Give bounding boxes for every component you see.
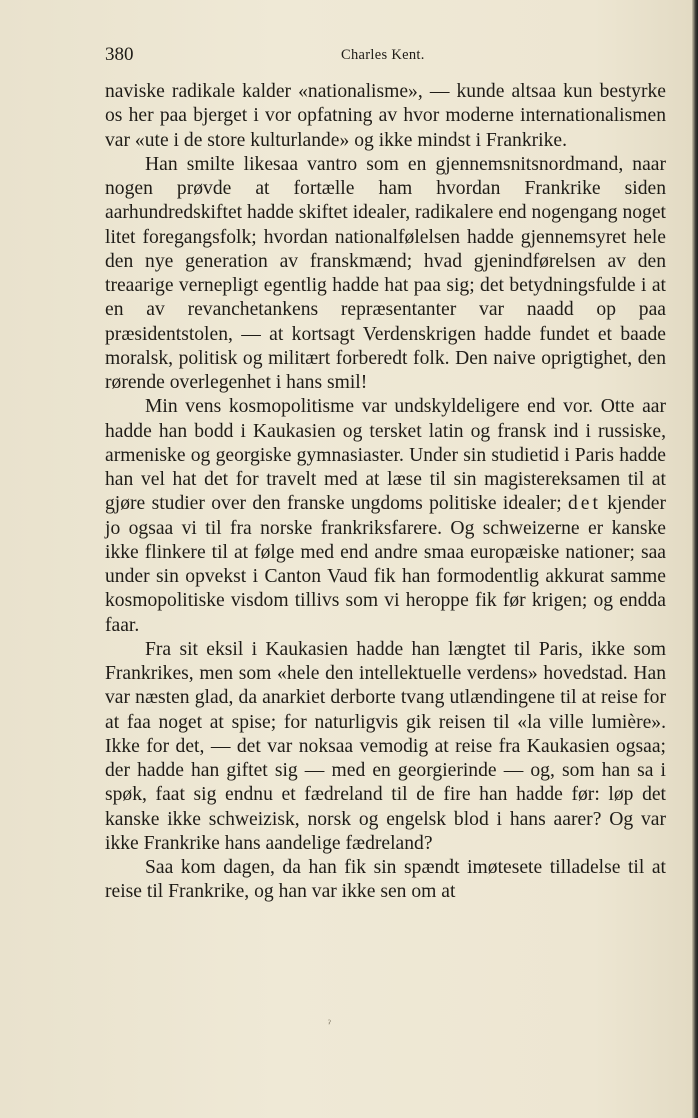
- paragraph: [105, 395, 666, 638]
- paragraph: Saa kom dagen, da han fik sin spændt imøtesete tilladelse til at reise til Frankrike, og han var ikke sen om at: [105, 857, 666, 903]
- paragraph: Han smilte likesaa vantro som en gjennemsnitsnordmand, naar nogen prøvde at fortælle ham hvordan Frankrike siden aarhundredskiftet hadde skiftet idealer, radikalere end nogengang noget litet foregangsfolk; hvordan nationalfølelsen hadde gjennemsyret hele den nye generation av franskmænd; hvad gjenindførelsen av den treaarige vernepligt egentlig hadde hat paa sig; det betydningsfulde i at en av revanchetankens repræsentanter var naadd op paa præsidentstolen, — at kortsagt Verdenskrigen hadde fundet et baade moralsk, politisk og militært forberedt folk. Den naive oprigtighet, den rørende overlegenhet i hans smil!: [105, 153, 666, 393]
- body-text: [105, 80, 666, 905]
- paragraph-continuation: naviske radikale kalder «nationalisme», — kunde altsaa kun bestyrke os her paa bjerget i vor opfatning av hvor moderne internationalismen var «ute i de store kulturlande» og ikke mindst i Frankrike.: [105, 81, 666, 151]
- page-number: 380: [105, 44, 134, 65]
- paragraph-text: kjender jo ogsaa vi til fra norske frankriksfarere. Og schweizerne er kanske ikke flinkere til at følge med end andre smaa europæiske nationer; saa under sin opvekst i Canton Vaud fik han formodentlig akkurat samme kosmopolitiske visdom tillivs som vi heroppe fik før krigen; og endda faar.: [105, 493, 666, 636]
- page-edge: [692, 0, 698, 1118]
- paragraph-text: Min vens kosmopolitisme var undskyldeligere end vor. Otte aar hadde han bodd i Kaukasien og tersket latin og fransk ind i russiske, armeniske og georgiske gymnasiaster. Under sin studietid i Paris hadde han vel hat det for travelt med at læse til sin magistereksamen til at gjøre studier over den franske ungdoms politiske idealer;: [105, 396, 666, 515]
- running-head: Charles Kent.: [341, 47, 425, 63]
- emphasized-word: det: [567, 493, 601, 515]
- page-header: [105, 44, 666, 70]
- paragraph: Fra sit eksil i Kaukasien hadde han længtet til Paris, ikke som Frankrikes, men som «hele den intellektuelle verdens» hovedstad. Han var næsten glad, da anarkiet derborte tvang utlændingene til at reise for at faa noget at spise; for naturligvis gik reisen til «la ville lumière». Ikke for det, — det var noksaa vemodig at reise fra Kaukasien ogsaa; der hadde han giftet sig — med en georgierinde — og, som han sa i spøk, faat sig endnu et fædreland til de fire han hadde før: løp det kanske ikke schweizisk, norsk og engelsk blod i hans aarer? Og var ikke Frankrike hans aandelige fædreland?: [105, 638, 666, 854]
- footer-mark: ˀ: [328, 1018, 331, 1030]
